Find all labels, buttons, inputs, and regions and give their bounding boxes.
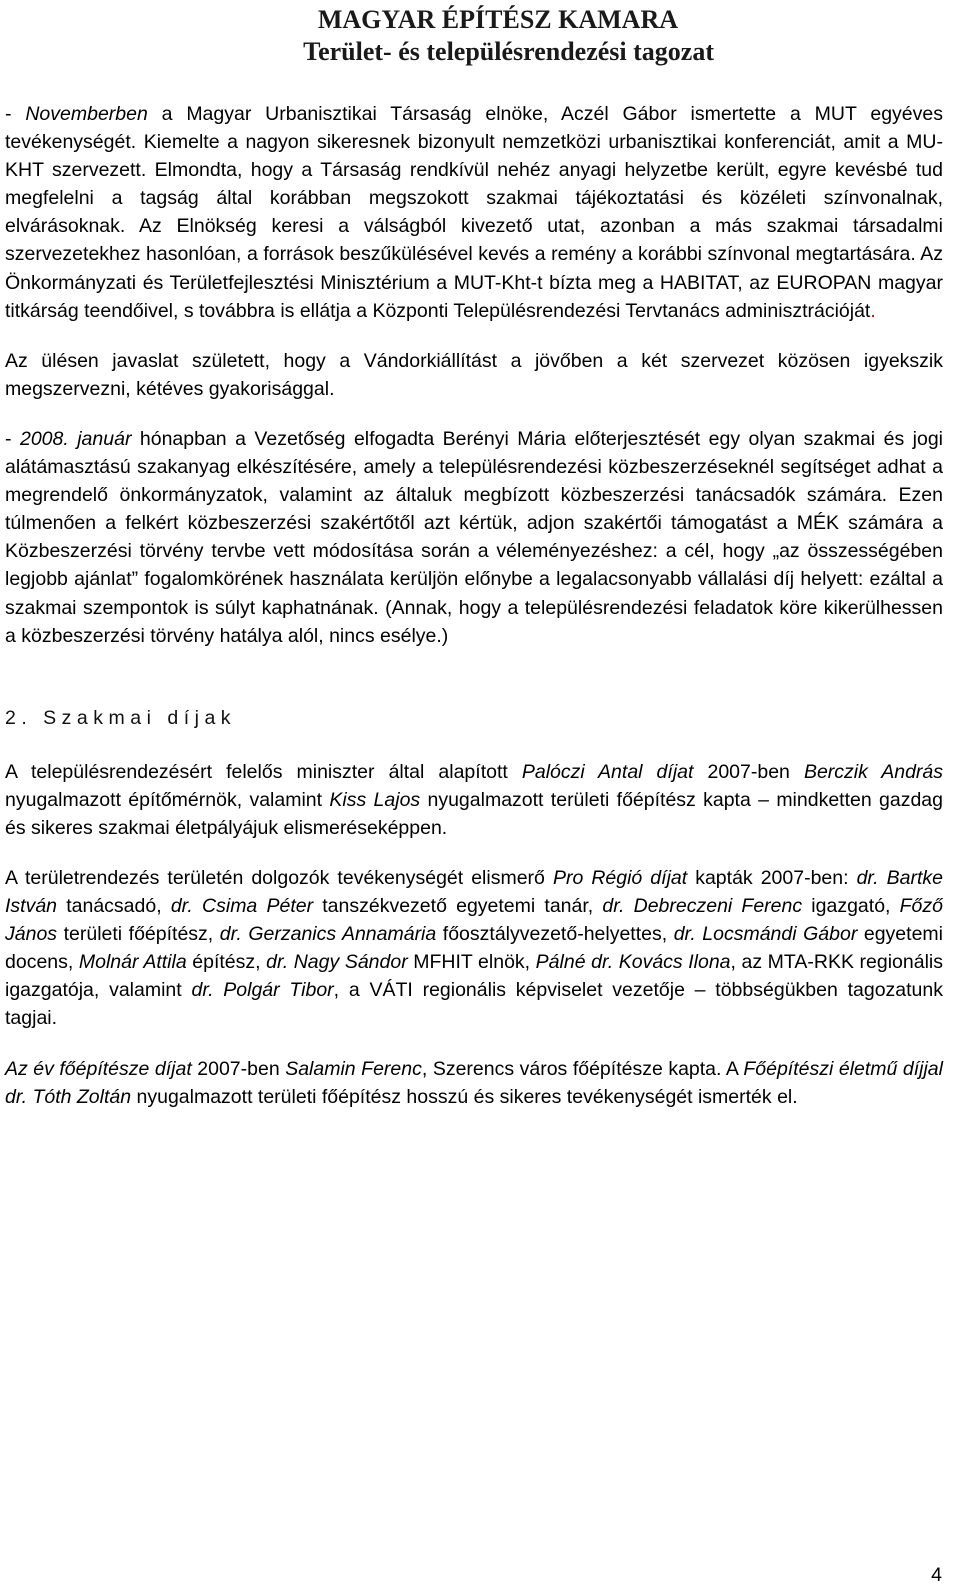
person-name: dr. Bartke István	[5, 866, 943, 918]
person-name: dr. Debreczeni Ferenc	[602, 895, 803, 918]
header-subtitle: Terület- és településrendezési tagozat	[303, 37, 714, 66]
paragraph-text: hónapban a Vezetőség elfogadta Berényi Mária előterjesztését egy olyan szakmai és jogi alátámasztású szakanyag elkészítésére, amely a településrendezési közbeszerzéseknél segítséget adhat a megrendelő önkormányzatok, valamint az általuk megbízott közbeszerzési tanácsadók számára. Ezen túlmenően a felkért közbeszerzési szakértőtől azt kértük, adjon szakértői támogatást a MÉK számára a Közbeszerzési törvény tervbe vett módosítása során a véleményezéshez: a cél, hogy „az összességében legjobb ajánlat” fogalomkörének használata kerüljön előnybe a legalacsonyabb vállalási díj helyett: ezáltal a szakmai szempontok is súlyt kaphatnának. (Annak, hogy a településrendezési feladatok köre kikerülhessen a közbeszerzési törvény hatálya alól, nincs esélye.)	[5, 427, 944, 647]
award-name: Az év főépítésze díjat	[5, 1057, 192, 1080]
paragraph-end: .	[870, 299, 876, 322]
month-label: Novemberben	[25, 103, 148, 125]
page-number: 4	[931, 1564, 942, 1586]
person-name: Berczik András	[803, 760, 943, 783]
document-body	[5, 100, 943, 1111]
paragraph-mut-report	[5, 100, 943, 325]
award-name: Palóczi Antal díjat	[521, 760, 694, 783]
header-title: MAGYAR ÉPÍTÉSZ KAMARA	[317, 5, 678, 34]
dash-prefix: -	[5, 103, 26, 125]
person-name: dr. Locsmándi Gábor	[673, 923, 858, 946]
person-name: Molnár Attila	[78, 951, 187, 974]
award-name: Pro Régió díjat	[552, 866, 688, 889]
paragraph-paloczi-award: A településrendezésért felelős miniszter által alapított Palóczi Antal díjat 2007-ben Berczik András nyugalmazott építőmérnök, valamint Kiss Lajos nyugalmazott területi főépítész kapta – mindketten gazdag és sikeres szakmai életpályájuk elismeréseképpen.	[5, 760, 944, 839]
dash-prefix: -	[5, 427, 20, 450]
paragraph-procurement	[5, 425, 943, 650]
paragraph-exhibition: Az ülésen javaslat született, hogy a Vándorkiállítást a jövőben a két szervezet közösen igyekszik megszervezni, kétéves gyakorisággal.	[5, 349, 943, 400]
paragraph-pro-regio-award: A területrendezés területén dolgozók tevékenységét elismerő Pro Régió díjat kapták 2007-ben: dr. Bartke István tanácsadó, dr. Csima Péter tanszékvezető egyetemi tanár, dr. Debreczeni Ferenc igazgató, Főző János területi főépítész, dr. Gerzanics Annamária főosztályvezető-helyettes, dr. Locsmándi Gábor egyetemi docens, Molnár Attila építész, dr. Nagy Sándor MFHIT elnök, Pálné dr. Kovács Ilona, az MTA-RKK regionális igazgatója, valamint dr. Polgár Tibor, a VÁTI regionális képviselet vezetője – többségükben tagozatunk tagjai.	[5, 866, 944, 1030]
person-name: dr. Gerzanics Annamária	[219, 923, 437, 946]
person-name: dr. Nagy Sándor	[266, 951, 408, 974]
person-name: dr. Polgár Tibor	[191, 979, 334, 1002]
paragraph-text: a Magyar Urbanisztikai Társaság elnöke, Aczél Gábor ismertette a MUT egyéves tevékenységét. Kiemelte a nagyon sikeresnek bizonyult nemzetközi urbanisztikai konferenciát, amit a MU-KHT szervezett. Elmondta, hogy a Társaság rendkívül nehéz anyagi helyzetbe került, egyre kevésbé tud megfelelni a tagság által korábban megszokott szakmai tájékoztatási és közéleti színvonalnak, elvárásoknak. Az Elnökség keresi a válságból kivezető utat, azonban a más szakmai társadalmi szervezetekhez hasonlóan, a források beszűkülésével kevés a remény a korábbi színvonal megtartására. Az Önkormányzati és Területfejlesztési Minisztérium a MUT-Kht-t bízta meg a HABITAT, az EUROPAN magyar titkárság teendőivel, s továbbra is ellátja a Központi Településrendezési Tervtanács adminisztrációját	[5, 103, 943, 322]
person-name: Pálné dr. Kovács Ilona	[535, 951, 731, 974]
award-name: Főépítészi életmű díjjal dr. Tóth Zoltán	[5, 1057, 943, 1108]
section-heading: 2. Szakmai díjak	[5, 706, 237, 729]
paragraph-chief-architect-award: Az év főépítésze díjat 2007-ben Salamin Ferenc, Szerencs város főépítésze kapta. A Főépítészi életmű díjjal dr. Tóth Zoltán nyugalmazott területi főépítész hosszú és sikeres tevékenységét ismerték el.	[5, 1057, 943, 1108]
person-name: Salamin Ferenc	[285, 1057, 422, 1080]
person-name: Kiss Lajos	[329, 788, 421, 811]
person-name: Főző János	[5, 895, 943, 946]
person-name: dr. Csima Péter	[170, 895, 314, 918]
date-label: 2008. január	[19, 427, 132, 450]
